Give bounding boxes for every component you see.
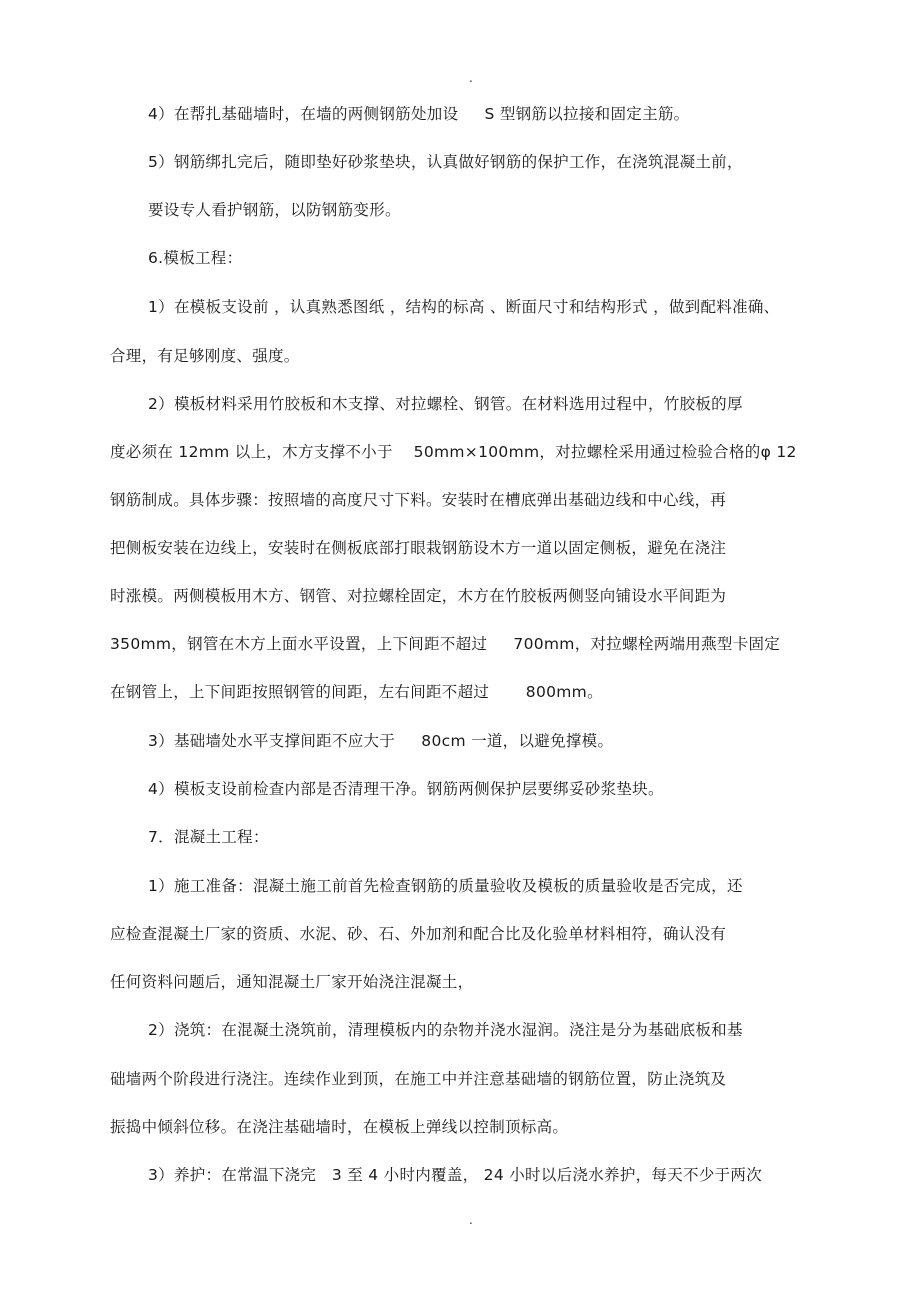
paragraph-line: 合理，有足够刚度、强度。 — [110, 347, 300, 365]
paragraph-line: 时涨模。两侧模板用木方、钢管、对拉螺栓固定，木方在竹胶板两侧竖向铺设水平间距为 — [110, 587, 727, 605]
section-heading: 6.模板工程： — [148, 249, 243, 267]
paragraph-line: 2）模板材料采用竹胶板和木支撑、对拉螺栓、钢管。在材料选用过程中，竹胶板的厚 — [148, 395, 743, 413]
paragraph-line: 4）在帮扎基础墙时，在墙的两侧钢筋处加设 S 型钢筋以拉接和固定主筋。 — [148, 105, 690, 123]
paragraph-line: 在钢管上，上下间距按照钢管的间距，左右间距不超过 800mm。 — [110, 683, 603, 701]
footer-dot: . — [469, 1213, 473, 1227]
paragraph-line: 2）浇筑：在混凝土浇筑前，清理模板内的杂物并浇水湿润。浇注是分为基础底板和基 — [148, 1021, 743, 1039]
paragraph-line: 5）钢筋绑扎完后，随即垫好砂浆垫块，认真做好钢筋的保护工作，在浇筑混凝土前， — [148, 153, 743, 171]
paragraph-line: 1）施工准备：混凝土施工前首先检查钢筋的质量验收及模板的质量验收是否完成，还 — [148, 877, 743, 895]
paragraph-line: 钢筋制成。具体步骤：按照墙的高度尺寸下料。安装时在槽底弹出基础边线和中心线，再 — [110, 491, 727, 509]
header-dot: . — [469, 71, 473, 85]
paragraph-line: 要设专人看护钢筋，以防钢筋变形。 — [148, 201, 401, 219]
paragraph-line: 把侧板安装在边线上，安装时在侧板底部打眼栽钢筋设木方一道以固定侧板，避免在浇注 — [110, 539, 727, 557]
paragraph-line: 任何资料问题后，通知混凝土厂家开始浇注混凝土， — [110, 973, 474, 991]
paragraph-line: 振捣中倾斜位移。在浇注基础墙时，在模板上弹线以控制顶标高。 — [110, 1118, 569, 1136]
paragraph-line: 应检查混凝土厂家的资质、水泥、砂、石、外加剂和配合比及化验单材料相符，确认没有 — [110, 925, 727, 943]
paragraph-line: 1）在模板支设前 ，认真熟悉图纸 ，结构的标高 、断面尺寸和结构形式 ，做到配料准确、 — [148, 298, 780, 316]
paragraph-line: 4）模板支设前检查内部是否清理干净。钢筋两侧保护层要绑妥砂浆垫块。 — [148, 780, 664, 798]
section-heading: 7．混凝土工程： — [148, 828, 269, 846]
paragraph-line: 3）养护：在常温下浇完 3 至 4 小时内覆盖， 24 小时以后浇水养护，每天不少于两次 — [148, 1166, 763, 1184]
paragraph-line: 350mm，钢管在木方上面水平设置，上下间距不超过 700mm，对拉螺栓两端用燕型卡固定 — [110, 635, 781, 653]
paragraph-line: 度必须在 12mm 以上，木方支撑不小于 50mm×100mm，对拉螺栓采用通过检验合格的φ 12 — [110, 443, 797, 461]
paragraph-line: 础墙两个阶段进行浇注。连续作业到顶，在施工中并注意基础墙的钢筋位置，防止浇筑及 — [110, 1070, 727, 1088]
paragraph-line: 3）基础墙处水平支撑间距不应大于 80cm 一道，以避免撑模。 — [148, 732, 614, 750]
